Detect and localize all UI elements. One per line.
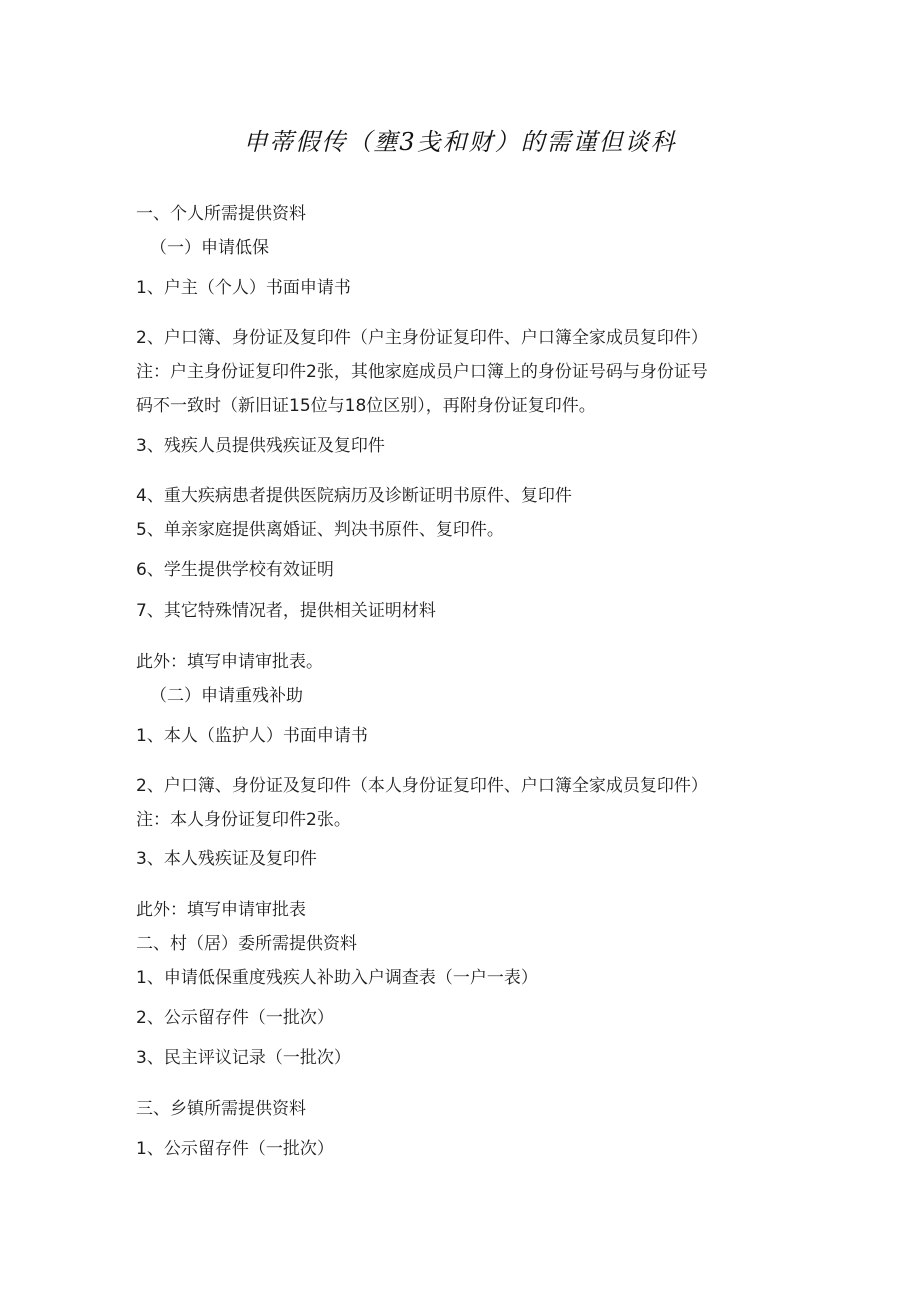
list-item: 2、户口簿、身份证及复印件（本人身份证复印件、户口簿全家成员复印件） [136,776,708,796]
section-heading-1: 一、个人所需提供资料 [136,204,306,224]
note-text: 注：户主身份证复印件2张，其他家庭成员户口簿上的身份证号码与身份证号 [136,362,708,382]
note-text-continued: 码不一致时（新旧证15位与18位区别），再附身份证复印件。 [136,396,596,416]
list-item: 7、其它特殊情况者，提供相关证明材料 [136,601,436,621]
section-heading-3: 三、乡镇所需提供资料 [136,1099,306,1119]
list-item: 3、残疾人员提供残疾证及复印件 [136,436,385,456]
subsection-heading-2: （二）申请重残补助 [150,686,303,706]
document-title: 申蒂假传（壅3戋和财）的需谨但谈科 [243,128,677,156]
list-item: 1、本人（监护人）书面申请书 [136,726,368,746]
list-item: 3、民主评议记录（一批次） [136,1048,351,1068]
section-heading-2: 二、村（居）委所需提供资料 [136,934,357,954]
list-item: 2、公示留存件（一批次） [136,1008,334,1028]
list-item: 1、公示留存件（一批次） [136,1139,334,1159]
note-text: 注：本人身份证复印件2张。 [136,810,351,830]
list-item: 6、学生提供学校有效证明 [136,560,334,580]
additional-note: 此外：填写申请审批表。 [136,652,323,672]
list-item: 1、户主（个人）书面申请书 [136,278,351,298]
list-item: 2、户口簿、身份证及复印件（户主身份证复印件、户口簿全家成员复印件） [136,328,708,348]
list-item: 4、重大疾病患者提供医院病历及诊断证明书原件、复印件 [136,486,572,506]
list-item: 5、单亲家庭提供离婚证、判决书原件、复印件。 [136,520,504,540]
additional-note: 此外：填写申请审批表 [136,900,306,920]
subsection-heading-1: （一）申请低保 [150,238,269,258]
list-item: 3、本人残疾证及复印件 [136,849,317,869]
list-item: 1、申请低保重度残疾人补助入户调查表（一户一表） [136,968,538,988]
